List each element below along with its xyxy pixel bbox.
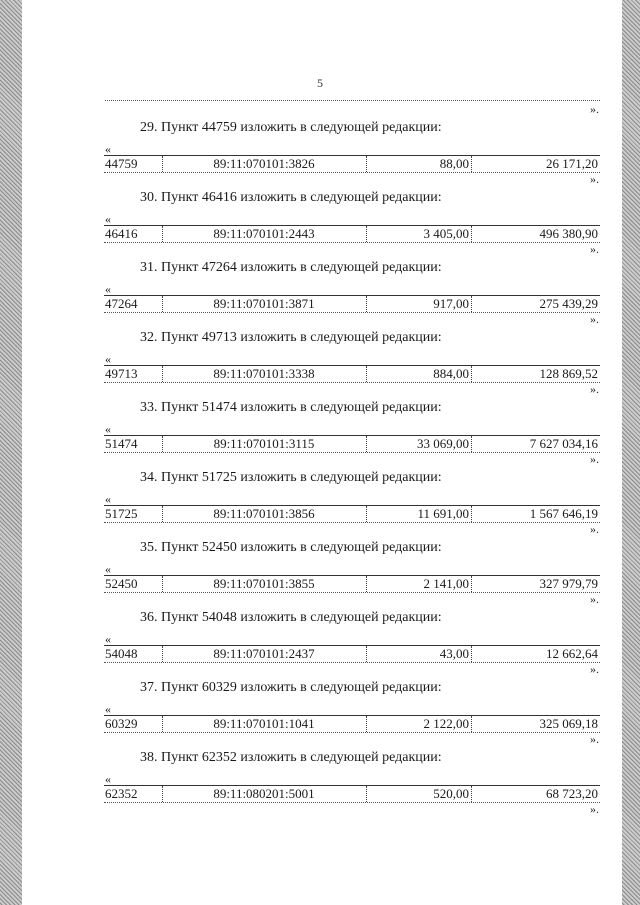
amendment-item — [0, 390, 640, 466]
table-row — [104, 785, 600, 803]
amendment-item — [0, 180, 640, 256]
opening-quote: « — [105, 212, 111, 226]
area-cell: 520,00 — [367, 786, 472, 802]
opening-quote: « — [105, 282, 111, 296]
amendment-heading: 31. Пункт 47264 изложить в следующей редакции: — [140, 260, 442, 275]
closing-quote: ». — [590, 172, 599, 186]
table-row — [104, 645, 600, 663]
amendment-item — [0, 320, 640, 396]
cadastral-number-cell: 89:11:070101:3855 — [162, 576, 367, 592]
item-number-cell: 46416 — [104, 226, 163, 242]
opening-quote: « — [105, 562, 111, 576]
amendment-heading: 34. Пункт 51725 изложить в следующей редакции: — [140, 470, 442, 485]
item-number-cell: 51474 — [104, 436, 163, 452]
amendment-item — [0, 110, 640, 186]
header-rule — [105, 100, 600, 101]
area-cell: 88,00 — [367, 156, 472, 172]
cadastral-number-cell: 89:11:070101:2443 — [162, 226, 367, 242]
area-cell: 11 691,00 — [367, 506, 472, 522]
item-number-cell: 47264 — [104, 296, 163, 312]
item-number-cell: 60329 — [104, 716, 163, 732]
closing-quote: ». — [590, 732, 599, 746]
opening-quote: « — [105, 422, 111, 436]
item-number-cell: 49713 — [104, 366, 163, 382]
amendment-heading: 38. Пункт 62352 изложить в следующей редакции: — [140, 750, 442, 765]
amendment-heading: 33. Пункт 51474 изложить в следующей редакции: — [140, 400, 442, 415]
amendment-item — [0, 530, 640, 606]
cadastral-number-cell: 89:11:070101:1041 — [162, 716, 367, 732]
opening-quote: « — [105, 772, 111, 786]
amendment-heading: 29. Пункт 44759 изложить в следующей редакции: — [140, 120, 442, 135]
value-cell: 7 627 034,16 — [529, 436, 598, 451]
amendment-heading: 30. Пункт 46416 изложить в следующей редакции: — [140, 190, 442, 205]
opening-quote: « — [105, 352, 111, 366]
cadastral-number-cell: 89:11:070101:2437 — [162, 646, 367, 662]
table-row — [104, 365, 600, 383]
closing-quote-top: ». — [590, 102, 599, 116]
area-cell: 33 069,00 — [367, 436, 472, 452]
item-number-cell: 51725 — [104, 506, 163, 522]
cadastral-number-cell: 89:11:070101:3338 — [162, 366, 367, 382]
value-cell: 1 567 646,19 — [529, 506, 598, 521]
closing-quote: ». — [590, 382, 599, 396]
closing-quote: ». — [590, 452, 599, 466]
cadastral-number-cell: 89:11:070101:3115 — [162, 436, 367, 452]
amendment-item — [0, 740, 640, 816]
closing-quote: ». — [590, 592, 599, 606]
value-cell: 26 171,20 — [546, 156, 598, 171]
item-number-cell: 44759 — [104, 156, 163, 172]
area-cell: 917,00 — [367, 296, 472, 312]
opening-quote: « — [105, 632, 111, 646]
table-row — [104, 295, 600, 313]
amendment-heading: 35. Пункт 52450 изложить в следующей редакции: — [140, 540, 442, 555]
value-cell: 68 723,20 — [546, 786, 598, 801]
value-cell: 275 439,29 — [539, 296, 598, 311]
cadastral-number-cell: 89:11:070101:3856 — [162, 506, 367, 522]
area-cell: 2 141,00 — [367, 576, 472, 592]
opening-quote: « — [105, 142, 111, 156]
value-cell: 496 380,90 — [539, 226, 598, 241]
cadastral-number-cell: 89:11:080201:5001 — [162, 786, 367, 802]
value-cell: 128 869,52 — [539, 366, 598, 381]
item-number-cell: 52450 — [104, 576, 163, 592]
amendment-heading: 36. Пункт 54048 изложить в следующей редакции: — [140, 610, 442, 625]
amendment-item — [0, 670, 640, 746]
value-cell: 327 979,79 — [539, 576, 598, 591]
value-cell: 325 069,18 — [539, 716, 598, 731]
opening-quote: « — [105, 702, 111, 716]
cadastral-number-cell: 89:11:070101:3871 — [162, 296, 367, 312]
closing-quote: ». — [590, 662, 599, 676]
table-row — [104, 435, 600, 453]
closing-quote: ». — [590, 312, 599, 326]
opening-quote: « — [105, 492, 111, 506]
page-number: 5 — [317, 76, 323, 90]
closing-quote: ». — [590, 242, 599, 256]
amendment-heading: 37. Пункт 60329 изложить в следующей редакции: — [140, 680, 442, 695]
area-cell: 2 122,00 — [367, 716, 472, 732]
cadastral-number-cell: 89:11:070101:3826 — [162, 156, 367, 172]
table-row — [104, 225, 600, 243]
area-cell: 884,00 — [367, 366, 472, 382]
amendment-heading: 32. Пункт 49713 изложить в следующей редакции: — [140, 330, 442, 345]
table-row — [104, 575, 600, 593]
value-cell: 12 662,64 — [546, 646, 598, 661]
closing-quote: ». — [590, 802, 599, 816]
item-number-cell: 54048 — [104, 646, 163, 662]
table-row — [104, 715, 600, 733]
table-row — [104, 505, 600, 523]
amendment-item — [0, 250, 640, 326]
table-row — [104, 155, 600, 173]
closing-quote: ». — [590, 522, 599, 536]
amendment-item — [0, 600, 640, 676]
area-cell: 43,00 — [367, 646, 472, 662]
amendment-item — [0, 460, 640, 536]
area-cell: 3 405,00 — [367, 226, 472, 242]
item-number-cell: 62352 — [104, 786, 163, 802]
